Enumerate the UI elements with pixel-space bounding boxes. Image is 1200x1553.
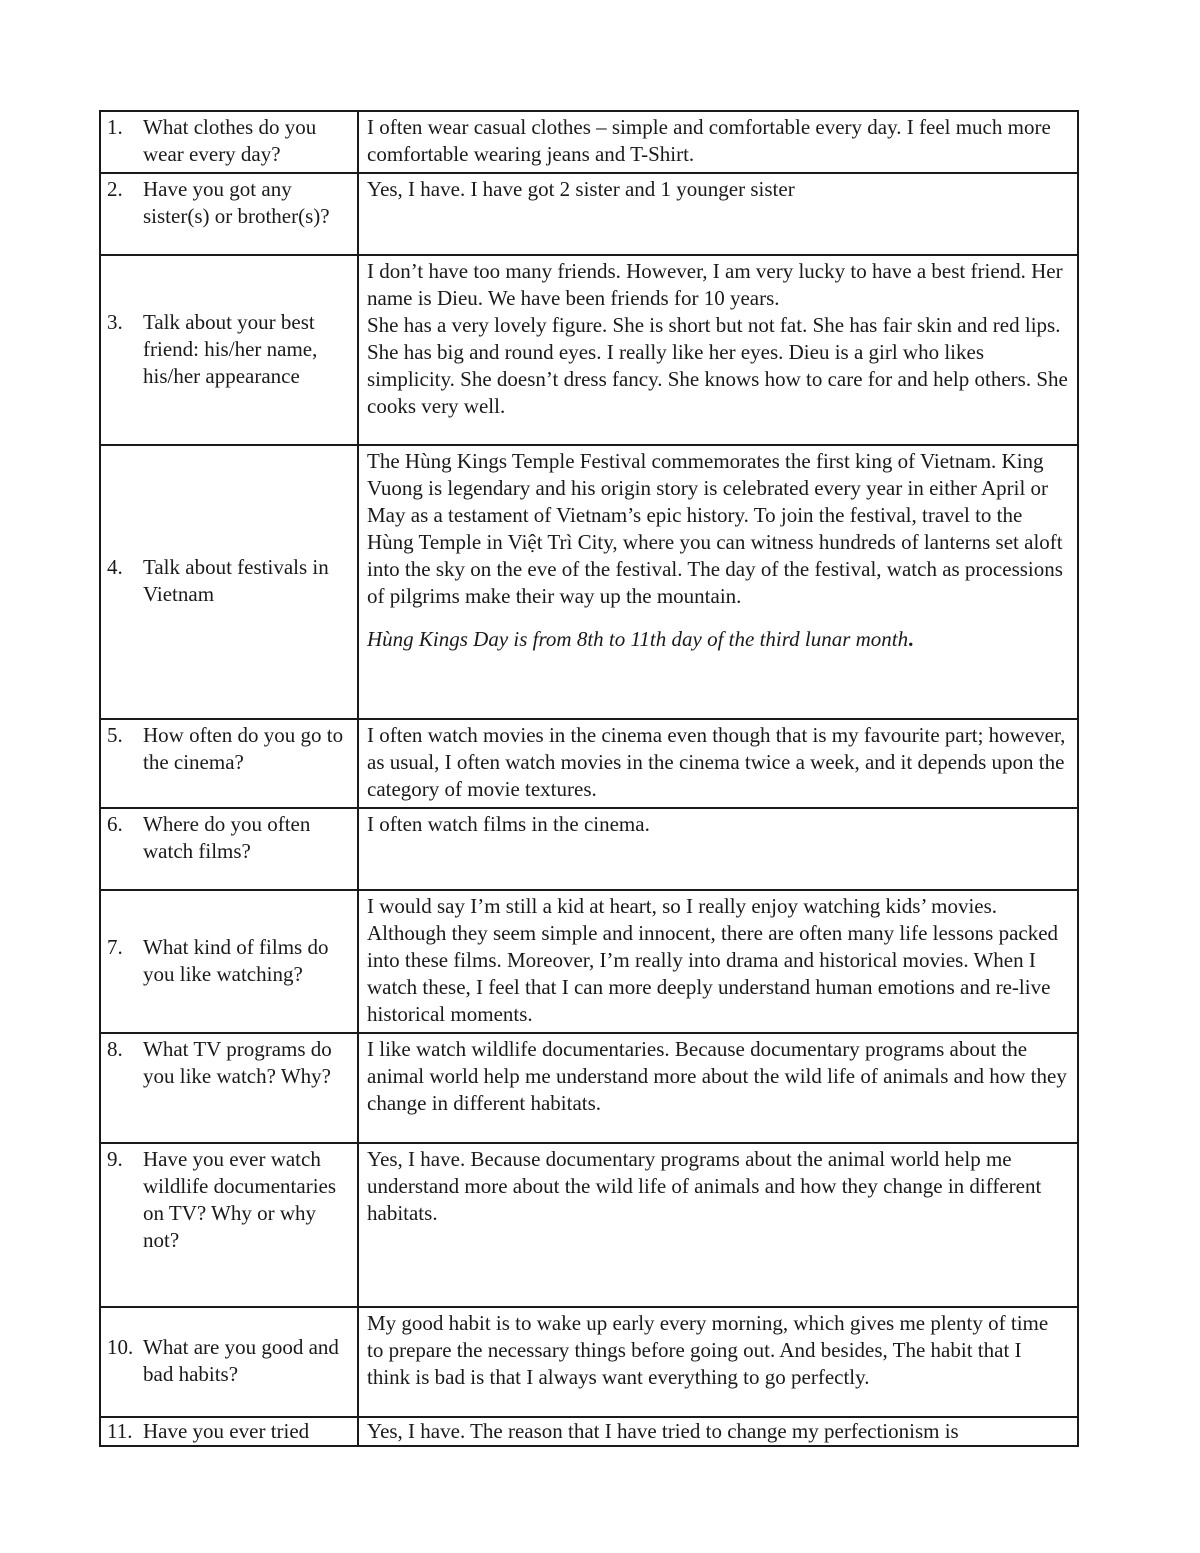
- question-cell: [100, 808, 358, 890]
- answer-text: I don’t have too many friends. However, I am very lucky to have a best friend. Her name is Dieu. We have been friends for 10 years.: [367, 259, 1063, 310]
- table-row: [100, 890, 1078, 1033]
- answer-text: Yes, I have. I have got 2 sister and 1 younger sister: [367, 177, 795, 201]
- question-cell: [100, 173, 358, 255]
- qa-table: [99, 110, 1079, 1447]
- answer-cell: [358, 1143, 1078, 1307]
- question-number: 6.: [107, 812, 123, 836]
- table-row: [100, 1033, 1078, 1143]
- question-number: 2.: [107, 177, 123, 201]
- answer-cell: [358, 808, 1078, 890]
- answer-text: I often watch movies in the cinema even though that is my favourite part; however, as usual, I often watch movies in the cinema twice a week, and it depends upon the category of movie textures.: [367, 723, 1066, 801]
- answer-cell: [358, 173, 1078, 255]
- table-row: [100, 255, 1078, 445]
- answer-text: She has a very lovely figure. She is short but not fat. She has fair skin and red lips. She has big and round eyes. I really like her eyes. Dieu is a girl who likes simplicity. She doesn’t dress fancy. She knows how to care for and help others. She cooks very well.: [367, 313, 1068, 418]
- question-cell: [100, 1033, 358, 1143]
- answer-text: I would say I’m still a kid at heart, so I really enjoy watching kids’ movies. Although they seem simple and innocent, there are often many life lessons packed into these films. Moreover, I’m really into drama and historical movies. When I watch these, I feel that I can more deeply understand human emotions and re-live historical moments.: [367, 894, 1059, 1026]
- question-cell: [100, 1143, 358, 1307]
- question-text: What TV programs do you like watch? Why?: [143, 1037, 332, 1088]
- answer-cell: [358, 719, 1078, 808]
- table-row: [100, 173, 1078, 255]
- question-number: 4.: [107, 555, 123, 579]
- answer-cell: [358, 255, 1078, 445]
- table-row: [100, 111, 1078, 173]
- question-text: Talk about festivals in Vietnam: [143, 555, 329, 606]
- answer-text: I often wear casual clothes – simple and comfortable every day. I feel much more comfortable wearing jeans and T-Shirt.: [367, 115, 1051, 166]
- answer-cell: [358, 1417, 1078, 1446]
- question-number: 11.: [107, 1419, 133, 1443]
- question-text: What kind of films do you like watching?: [143, 934, 329, 986]
- question-cell: [100, 111, 358, 173]
- question-cell: [100, 719, 358, 808]
- answer-cell: [358, 1033, 1078, 1143]
- answer-text: The Hùng Kings Temple Festival commemorates the first king of Vietnam. King Vuong is legendary and his origin story is celebrated every year in either April or May as a testament of Vietnam’s epic history. To join the festival, travel to the Hùng Temple in Việt Trì City, where you can witness hundreds of lanterns set aloft into the sky on the eve of the festival. The day of the festival, watch as processions of pilgrims make their way up the mountain.: [367, 449, 1063, 608]
- question-number: 7.: [107, 934, 123, 959]
- table-row: [100, 445, 1078, 719]
- question-cell: [100, 1417, 358, 1446]
- question-text: Have you got any sister(s) or brother(s)?: [143, 177, 330, 228]
- question-text: Have you ever watch wildlife documentaries on TV? Why or why not?: [143, 1147, 337, 1252]
- table-row: [100, 1417, 1078, 1446]
- answer-text: Yes, I have. Because documentary programs about the animal world help me understand more about the wild life of animals and how they change in different habitats.: [367, 1147, 1042, 1225]
- table-row: [100, 1307, 1078, 1417]
- question-text: Talk about your best friend: his/her name, his/her appearance: [143, 309, 318, 388]
- answer-cell: [358, 111, 1078, 173]
- table-row: [100, 808, 1078, 890]
- answer-cell: [358, 1307, 1078, 1417]
- answer-cell: [358, 890, 1078, 1033]
- question-cell: [100, 255, 358, 445]
- answer-text: My good habit is to wake up early every morning, which gives me plenty of time to prepare the necessary things before going out. And besides, The habit that I think is bad is that I always want everything to go perfectly.: [367, 1311, 1049, 1389]
- answer-cell: [358, 445, 1078, 719]
- answer-italic-note: [367, 626, 1069, 653]
- question-text: What are you good and bad habits?: [143, 1335, 339, 1386]
- table-row: [100, 1143, 1078, 1307]
- question-number: 9.: [107, 1147, 123, 1171]
- question-text: How often do you go to the cinema?: [143, 723, 344, 774]
- answer-text: I like watch wildlife documentaries. Because documentary programs about the animal world help me understand more about the wild life of animals and how they change in different habitats.: [367, 1037, 1067, 1115]
- question-cell: [100, 445, 358, 719]
- table-row: [100, 719, 1078, 808]
- italic-note-period: .: [908, 627, 914, 651]
- question-number: 1.: [107, 115, 123, 139]
- question-cell: [100, 890, 358, 1033]
- answer-text: I often watch films in the cinema.: [367, 812, 650, 836]
- italic-note-text: Hùng Kings Day is from 8th to 11th day of the third lunar month: [367, 627, 909, 651]
- question-number: 3.: [107, 309, 123, 334]
- answer-text: Yes, I have. The reason that I have tried to change my perfectionism is: [367, 1419, 959, 1443]
- question-text: What clothes do you wear every day?: [143, 115, 317, 166]
- question-number: 8.: [107, 1037, 123, 1061]
- question-text: Where do you often watch films?: [143, 812, 311, 863]
- question-cell: [100, 1307, 358, 1417]
- question-number: 5.: [107, 723, 123, 747]
- question-number: 10.: [107, 1335, 134, 1359]
- question-text: Have you ever tried: [143, 1419, 310, 1443]
